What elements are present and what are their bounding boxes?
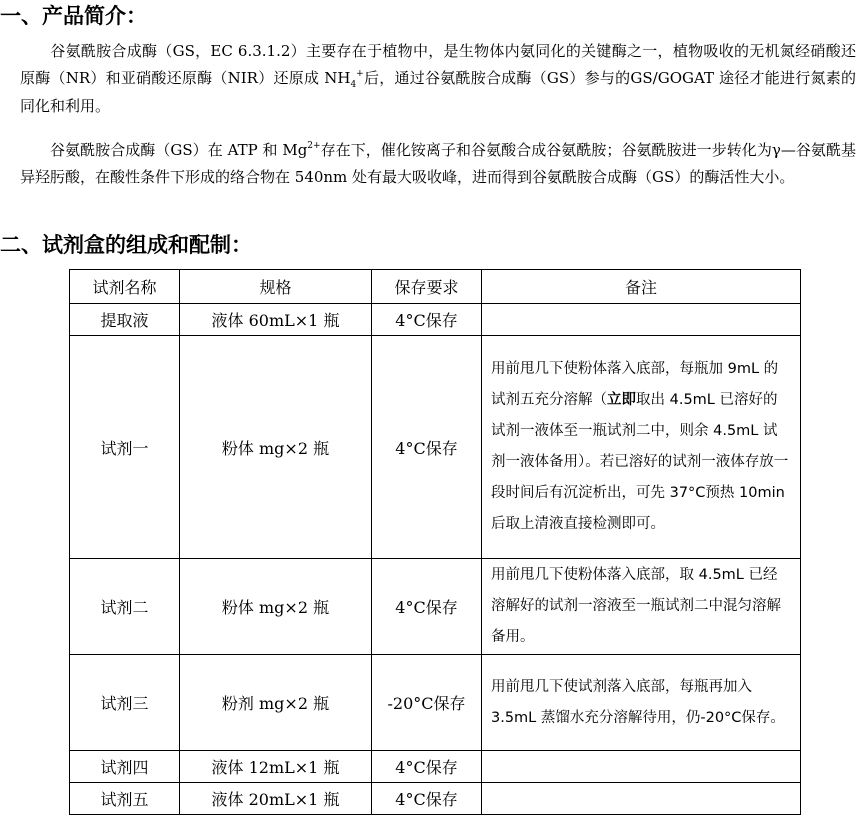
header-spec: 规格 (180, 270, 372, 304)
note-cell: 用前甩几下使粉体落入底部，每瓶加 9mL 的试剂五充分溶解（立即取出 4.5mL 已溶好的试剂一液体至一瓶试剂二中，则余 4.5mL 试剂一液体备用）。若已溶好的试剂一液体存放一段时间后有沉淀析出，可先 37°C预热 10min 后取上清液直接检测即可。 (482, 336, 801, 559)
storage-cell: -20°C保存 (372, 655, 482, 751)
note-cell: 用前甩几下使试剂落入底部，每瓶再加入 3.5mL 蒸馏水充分溶解待用，仍-20°C保存。 (482, 655, 801, 751)
section-1-heading: 一、产品简介： (0, 4, 147, 28)
storage-cell: 4°C保存 (372, 559, 482, 655)
table-row (70, 751, 801, 783)
table-header-row (70, 270, 801, 304)
note-cell: 用前甩几下使粉体落入底部，取 4.5mL 已经溶解好的试剂一溶液至一瓶试剂二中混匀溶解备用。 (482, 559, 801, 655)
table-row (70, 336, 801, 559)
reagent-name-cell: 试剂五 (70, 783, 180, 815)
storage-cell: 4°C保存 (372, 336, 482, 559)
spec-cell: 粉剂 mg×2 瓶 (180, 655, 372, 751)
emphasis-text: 立即 (607, 392, 636, 408)
table-row (70, 559, 801, 655)
reagent-name-cell: 试剂三 (70, 655, 180, 751)
note-cell (482, 751, 801, 783)
storage-cell: 4°C保存 (372, 304, 482, 336)
reagent-name-cell: 试剂四 (70, 751, 180, 783)
reagent-name-cell: 提取液 (70, 304, 180, 336)
intro-paragraph-2: 谷氨酰胺合成酶（GS）在 ATP 和 $Mg^{2+}$存在下，催化铵离子和谷氨酸合成谷氨酰胺；谷氨酰胺进一步转化为γ—谷氨酰基异羟肟酸，在酸性条件下形成的络合物在 540nm 处有最大吸收峰，进而得到谷氨酰胺合成酶（GS）的酶活性大小。 (20, 141, 856, 187)
table-row (70, 655, 801, 751)
storage-cell: 4°C保存 (372, 751, 482, 783)
spec-cell: 粉体 mg×2 瓶 (180, 336, 372, 559)
note-cell (482, 304, 801, 336)
spec-cell: 液体 20mL×1 瓶 (180, 783, 372, 815)
table-row (70, 783, 801, 815)
reagent-name-cell: 试剂二 (70, 559, 180, 655)
note-cell (482, 783, 801, 815)
spec-cell: 液体 12mL×1 瓶 (180, 751, 372, 783)
spec-cell: 液体 60mL×1 瓶 (180, 304, 372, 336)
header-note: 备注 (482, 270, 801, 304)
header-reagent-name: 试剂名称 (70, 270, 180, 304)
intro-paragraph-1: 谷氨酰胺合成酶（GS，EC 6.3.1.2）主要存在于植物中，是生物体内氨同化的关键酶之一，植物吸收的无机氮经硝酸还原酶（NR）和亚硝酸还原酶（NIR）还原成 $NH_4^+$后，通过谷氨酰胺合成酶（GS）参与的GS/GOGAT 途径才能进行氮素的同化和利用。 (20, 42, 856, 115)
reagent-name-cell: 试剂一 (70, 336, 180, 559)
kit-components-table (69, 269, 801, 815)
storage-cell: 4°C保存 (372, 783, 482, 815)
table-row (70, 304, 801, 336)
spec-cell: 粉体 mg×2 瓶 (180, 559, 372, 655)
section-2-heading: 二、试剂盒的组成和配制： (0, 233, 252, 257)
header-storage: 保存要求 (372, 270, 482, 304)
